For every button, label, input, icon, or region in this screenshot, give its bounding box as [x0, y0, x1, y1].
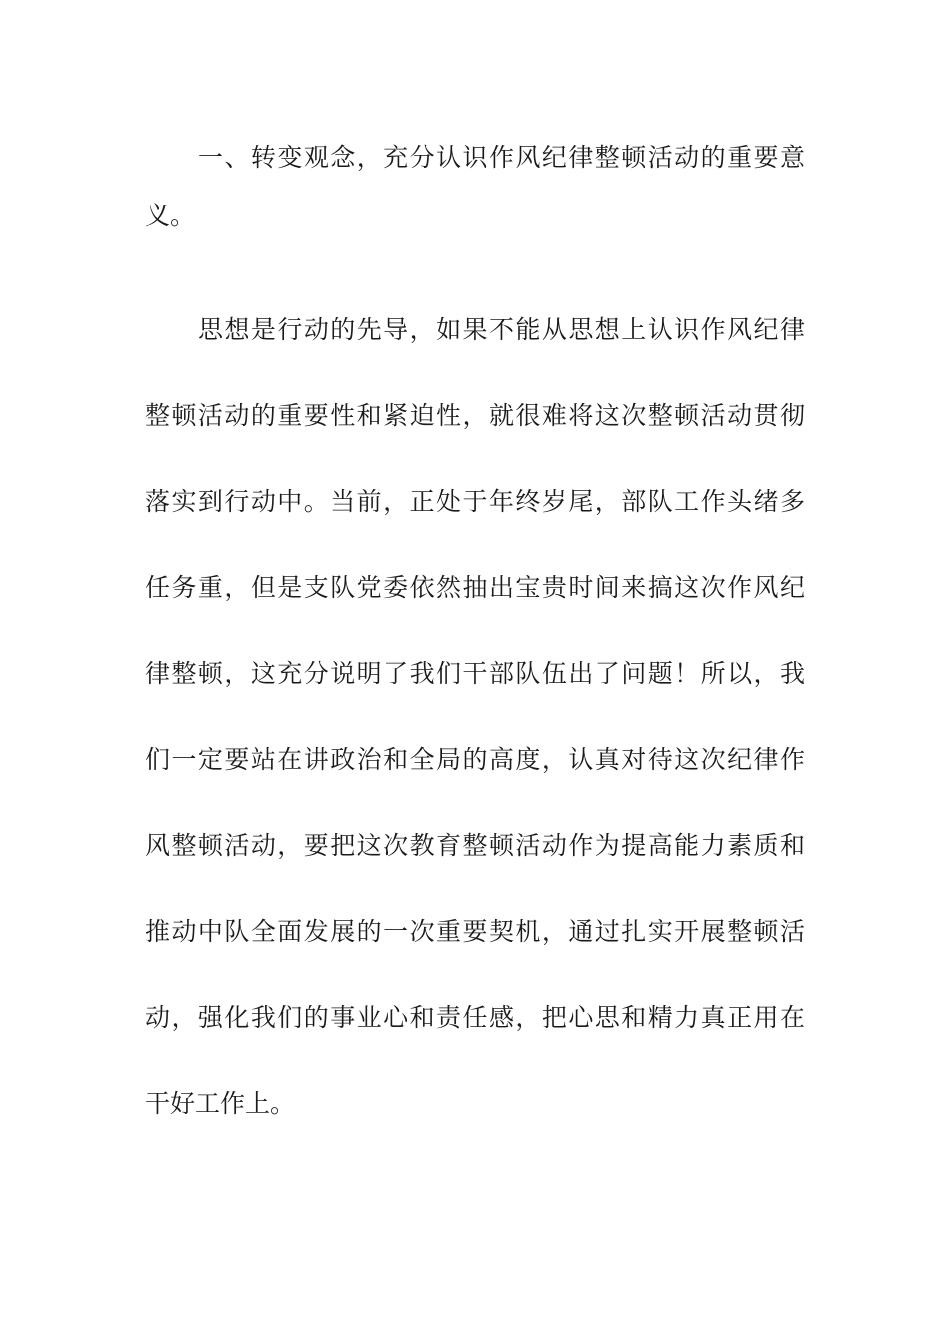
paragraph-line-1: 思想是行动的先导，如果不能从思想上认识作风纪律 — [198, 315, 805, 344]
paragraph-line-10: 干好工作上。 — [145, 1089, 296, 1118]
paragraph-line-3: 落实到行动中。当前，正处于年终岁尾，部队工作头绪多 — [145, 487, 805, 516]
paragraph-line-4: 任务重，但是支队党委依然抽出宝贵时间来搞这次作风纪 — [145, 573, 805, 602]
heading-line-2: 义。 — [145, 201, 196, 230]
paragraph-line-5: 律整顿，这充分说明了我们干部队伍出了问题！所以，我 — [145, 659, 805, 688]
paragraph-line-2: 整顿活动的重要性和紧迫性，就很难将这次整顿活动贯彻 — [145, 401, 805, 430]
paragraph-line-8: 推动中队全面发展的一次重要契机，通过扎实开展整顿活 — [145, 917, 805, 946]
heading-line-1: 一、转变观念，充分认识作风纪律整顿活动的重要意 — [198, 143, 805, 172]
paragraph-line-7: 风整顿活动，要把这次教育整顿活动作为提高能力素质和 — [145, 831, 805, 860]
paragraph-line-9: 动，强化我们的事业心和责任感，把心思和精力真正用在 — [145, 1003, 805, 1032]
paragraph-line-6: 们一定要站在讲政治和全局的高度，认真对待这次纪律作 — [145, 745, 805, 774]
